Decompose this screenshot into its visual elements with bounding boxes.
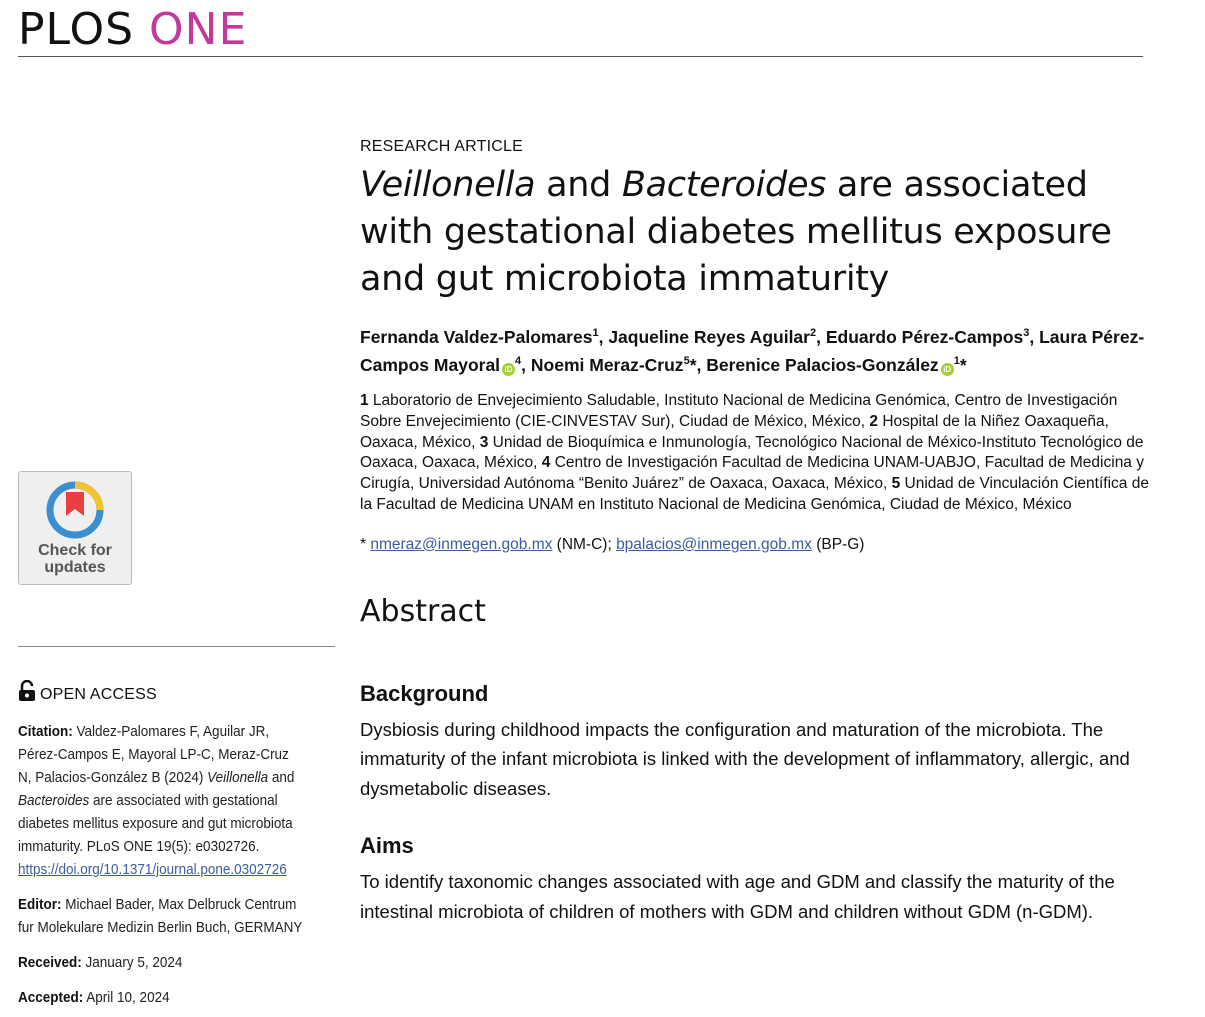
aims-heading: Aims: [360, 833, 414, 859]
citation-genus-2: Bacteroides: [18, 792, 90, 809]
citation-rest: are associated with gestational diabetes mellitus exposure and gut microbiota immaturity. PLoS ONE 19(5): e0302726.: [18, 792, 293, 855]
title-rest: are associated with gestational diabetes mellitus exposure and gut microbiota immaturity: [360, 165, 1112, 299]
author-name[interactable]: , Eduardo Pérez-Campos: [816, 327, 1024, 347]
email-link-nmeraz[interactable]: nmeraz@inmegen.gob.mx: [370, 535, 553, 553]
abstract-heading: Abstract: [360, 593, 486, 629]
affiliation-text: Centro de Investigación Facultad de Medicina UNAM-UABJO, Facultad de Medicina y Cirugía, Universidad Autónoma “Benito Juárez” de Oaxaca, Oaxaca, México,: [360, 454, 1144, 493]
affiliation-number: 4: [541, 454, 551, 472]
corr-star: *: [360, 535, 371, 553]
background-text: Dysbiosis during childhood impacts the configuration and maturation of the microbiota. The immaturity of the infant microbiota is linked with the development of inflammatory, allergic, and dysmetabolic diseases.: [360, 718, 1130, 799]
accepted-date: April 10, 2024: [83, 989, 170, 1006]
corresponding-star: *: [689, 355, 697, 375]
check-for-updates-label: [19, 542, 131, 576]
title-genus-2: Bacteroides: [621, 165, 827, 205]
open-access-text: OPEN ACCESS: [40, 686, 157, 703]
citation-genus-1: Veillonella: [207, 769, 269, 786]
citation-block: [18, 720, 304, 881]
author-name[interactable]: , Laura Pérez-Campos Mayoral: [360, 327, 1145, 375]
author-affil-ref: 1: [953, 355, 960, 367]
author-affil-ref: 2: [809, 327, 817, 339]
journal-logo[interactable]: [18, 4, 247, 56]
crossmark-line-2: updates: [44, 559, 106, 576]
logo-plos: PLOS: [18, 4, 135, 55]
author-name[interactable]: Fernanda Valdez-Palomares: [360, 327, 593, 347]
citation-label: Citation:: [18, 723, 73, 740]
accepted-label: Accepted:: [18, 989, 84, 1006]
background-heading: Background: [360, 680, 489, 706]
email-initials: (NM-C);: [552, 535, 617, 553]
affiliation-number: 2: [869, 412, 879, 430]
article-type: RESEARCH ARTICLE: [360, 138, 523, 155]
open-access-label: [18, 680, 157, 704]
author-name[interactable]: , Noemi Meraz-Cruz: [521, 355, 684, 375]
editor-text: Michael Bader, Max Delbruck Centrum fur Molekulare Medizin Berlin Buch, GERMANY: [18, 896, 303, 936]
orcid-icon[interactable]: iD: [941, 363, 954, 376]
corresponding-star: *: [959, 355, 967, 375]
affiliation-number: 3: [479, 433, 489, 451]
accepted-block: [18, 986, 304, 1009]
orcid-icon[interactable]: iD: [502, 363, 515, 376]
title-genus-1: Veillonella: [360, 165, 536, 205]
header-divider: [18, 56, 1143, 57]
editor-block: [18, 893, 304, 939]
author-affil-ref: 1: [592, 327, 599, 339]
check-for-updates-badge[interactable]: [18, 471, 132, 585]
affiliation-text: Unidad de Vinculación Científica de la Facultad de Medicina UNAM en Instituto Nacional de Medicina Genómica, Ciudad de México, México: [360, 475, 1149, 513]
affiliation-number: 1: [360, 392, 369, 409]
title-and: and: [535, 165, 622, 205]
open-lock-icon: [18, 680, 36, 702]
author-affil-ref: 4: [515, 355, 522, 367]
affiliation-list: [360, 391, 1150, 516]
email-initials: (BP-G): [811, 535, 865, 553]
author-list: [360, 321, 1150, 377]
received-block: [18, 951, 304, 974]
received-date: January 5, 2024: [81, 954, 183, 971]
author-affil-ref: 5: [683, 355, 690, 367]
sidebar-divider: [18, 646, 335, 647]
citation-and: and: [268, 769, 295, 786]
author-name[interactable]: , Berenice Palacios-González: [696, 355, 939, 375]
crossmark-line-1: Check for: [38, 542, 112, 559]
affiliation-number: 5: [891, 475, 901, 493]
corresponding-emails: [360, 536, 1150, 554]
affiliation-text: Unidad de Bioquímica e Inmunología, Tecnológico Nacional de México-Instituto Tecnológico de Oaxaca, Oaxaca, México,: [360, 433, 1144, 472]
received-label: Received:: [18, 954, 82, 971]
article-title: [360, 162, 1150, 303]
author-affil-ref: 3: [1023, 327, 1030, 339]
affiliation-text: Laboratorio de Envejecimiento Saludable, Instituto Nacional de Medicina Genómica, Centro de Investigación Sobre Envejecimiento (CIE-CINVESTAV Sur), Ciudad de México, México,: [360, 392, 1118, 430]
logo-one: ONE: [149, 4, 248, 55]
editor-label: Editor:: [18, 896, 62, 913]
aims-text: To identify taxonomic changes associated with age and GDM and classify the maturity of the intestinal microbiota of children of mothers with GDM and children without GDM (n-GDM).: [360, 871, 1115, 922]
citation-doi-link[interactable]: https://doi.org/10.1371/journal.pone.0302726: [18, 861, 287, 878]
citation-authors: Valdez-Palomares F, Aguilar JR, Pérez-Campos E, Mayoral LP-C, Meraz-Cruz N, Palacios-González B (2024): [18, 723, 289, 786]
author-name[interactable]: , Jaqueline Reyes Aguilar: [598, 327, 810, 347]
article-main: [360, 138, 1150, 926]
email-link-bpalacios[interactable]: bpalacios@inmegen.gob.mx: [616, 535, 812, 553]
crossmark-icon: [45, 480, 105, 540]
affiliation-text: Hospital de la Niñez Oaxaqueña, Oaxaca, México,: [360, 412, 1109, 451]
